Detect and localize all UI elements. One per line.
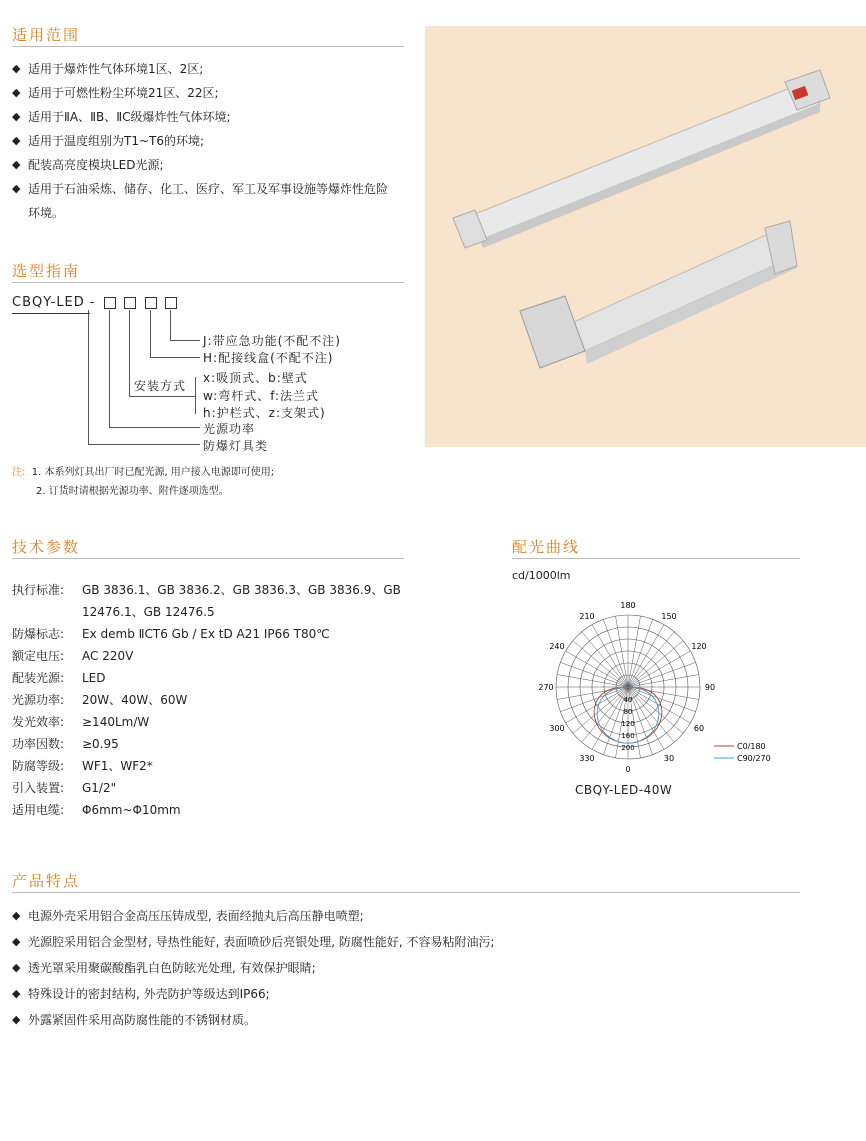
connector-line [88, 310, 89, 445]
code-underline [12, 313, 90, 314]
spec-row: 适用电缆: Φ6mm~Φ10mm [12, 803, 181, 817]
label-mount-h: h:护栏式、z:支架式) [203, 406, 326, 420]
legend-label-c90: C90/270 [737, 754, 771, 763]
divider [512, 558, 800, 559]
diamond-icon: ◆ [12, 909, 21, 922]
label-emergency: J:带应急功能(不配不注) [203, 334, 341, 348]
label-mount-w: w:弯杆式、f:法兰式 [203, 389, 320, 403]
spec-row: 执行标准: GB 3836.1、GB 3836.2、GB 3836.3、GB 3836.9、GB 12476.1、GB 12476.5 [12, 583, 401, 619]
angle-label: 0 [625, 765, 631, 774]
diamond-icon: ◆ [12, 961, 21, 974]
connector-line [150, 357, 200, 358]
features-list [12, 903, 495, 1033]
polar-chart [530, 595, 780, 785]
notes: 注: 1. 本系列灯具出厂时已配光源, 用户接入电源即可使用; 2. 订货时请根据光源功率、附件逐项选型。 [12, 467, 275, 497]
diamond-icon: ◆ [12, 182, 21, 195]
list-item: ◆ 特殊设计的密封结构, 外壳防护等级达到IP66; [12, 981, 495, 1007]
angle-label: 210 [579, 611, 595, 621]
spec-row: 光源功率: 20W、40W、60W [12, 693, 188, 707]
radial-label: 120 [621, 720, 635, 728]
angle-label: 90 [704, 683, 716, 692]
diamond-icon: ◆ [12, 935, 21, 948]
curve-caption: CBQY-LED-40W [575, 783, 673, 797]
curve-unit: cd/1000lm [512, 569, 571, 582]
label-type: 防爆灯具类 [203, 439, 269, 453]
angle-label: 120 [691, 642, 707, 651]
code-box-power [104, 297, 116, 309]
radial-label: 160 [621, 732, 635, 740]
label-mount-title: 安装方式 [134, 379, 187, 393]
connector-line [109, 310, 110, 428]
divider [12, 892, 800, 893]
list-item: ◆ 电源外壳采用铝合金高压压铸成型, 表面经抛丸后高压静电喷塑; [12, 903, 495, 929]
divider [12, 282, 404, 283]
angle-label: 300 [549, 724, 565, 733]
angle-label: 180 [620, 601, 636, 610]
radial-label: 200 [621, 744, 635, 752]
spec-row: 防腐等级: WF1、WF2* [12, 759, 153, 773]
connector-line [170, 310, 171, 341]
lamp-image-lower [520, 221, 797, 368]
label-mount-x: x:吸顶式、b:壁式 [203, 371, 308, 385]
list-item: ◆ 适用于爆炸性气体环境1区、2区; [12, 57, 392, 81]
section-title-features: 产品特点 [12, 872, 81, 890]
list-item: ◆ 透光罩采用聚碳酸酯乳白色防眩光处理, 有效保护眼睛; [12, 955, 495, 981]
legend-label-c0: C0/180 [737, 742, 766, 751]
section-title-scope: 适用范围 [12, 26, 81, 44]
connector-line [170, 340, 200, 341]
angle-label: 150 [661, 611, 677, 621]
angle-label: 30 [663, 754, 675, 764]
spec-row: 配装光源: LED [12, 671, 106, 685]
connector-bracket [195, 377, 196, 414]
label-power: 光源功率 [203, 422, 256, 436]
spec-row: 引入装置: G1/2" [12, 781, 117, 795]
connector-line [109, 427, 200, 428]
list-item: ◆ 适用于可燃性粉尘环境21区、22区; [12, 81, 392, 105]
list-item: ◆ 适用于温度组别为T1~T6的环境; [12, 129, 392, 153]
section-title-curve: 配光曲线 [512, 538, 581, 556]
product-photo [425, 26, 866, 447]
divider [12, 46, 404, 47]
spec-row: 防爆标志: Ex demb ⅡCT6 Gb / Ex tD A21 IP66 T80℃ [12, 627, 330, 641]
angle-label: 330 [579, 754, 595, 764]
diamond-icon: ◆ [12, 86, 21, 99]
radial-label: 40 [623, 696, 633, 704]
list-item: ◆ 配装高亮度模块LED光源; [12, 153, 392, 177]
diamond-icon: ◆ [12, 1013, 21, 1026]
label-junction-box: H:配接线盒(不配不注) [203, 351, 334, 365]
legend [714, 742, 771, 763]
note-label: 注: [12, 467, 26, 478]
diamond-icon: ◆ [12, 134, 21, 147]
scope-list [12, 57, 392, 225]
angle-label: 270 [538, 683, 554, 692]
spec-row: 额定电压: AC 220V [12, 649, 134, 663]
code-box-h [145, 297, 157, 309]
diamond-icon: ◆ [12, 158, 21, 171]
diamond-icon: ◆ [12, 110, 21, 123]
connector-line [150, 310, 151, 358]
list-item: ◆ 外露紧固件采用高防腐性能的不锈钢材质。 [12, 1007, 495, 1033]
list-item: ◆ 光源腔采用铝合金型材, 导热性能好, 表面喷砂后亮银处理, 防腐性能好, 不容易粘附油污; [12, 929, 495, 955]
spec-row: 发光效率: ≥140Lm/W [12, 715, 150, 729]
model-code: CBQY-LED - [12, 295, 96, 310]
section-title-selection: 选型指南 [12, 262, 81, 280]
lamp-image-upper [453, 70, 830, 248]
section-title-specs: 技术参数 [12, 538, 81, 556]
radial-label: 80 [623, 708, 633, 716]
divider [12, 558, 404, 559]
diamond-icon: ◆ [12, 987, 21, 1000]
connector-line [88, 444, 200, 445]
code-box-j [165, 297, 177, 309]
list-item: ◆ 适用于ⅡA、ⅡB、ⅡC级爆炸性气体环境; [12, 105, 392, 129]
diamond-icon: ◆ [12, 62, 21, 75]
list-item: ◆ 适用于石油采炼、储存、化工、医疗、军工及军事设施等爆炸性危险环境。 [12, 177, 392, 225]
connector-line [129, 310, 130, 397]
spec-table [12, 579, 412, 821]
code-box-mount [124, 297, 136, 309]
angle-label: 60 [693, 724, 705, 733]
angle-label: 240 [549, 642, 565, 651]
connector-line [129, 396, 195, 397]
spec-row: 功率因数: ≥0.95 [12, 737, 119, 751]
